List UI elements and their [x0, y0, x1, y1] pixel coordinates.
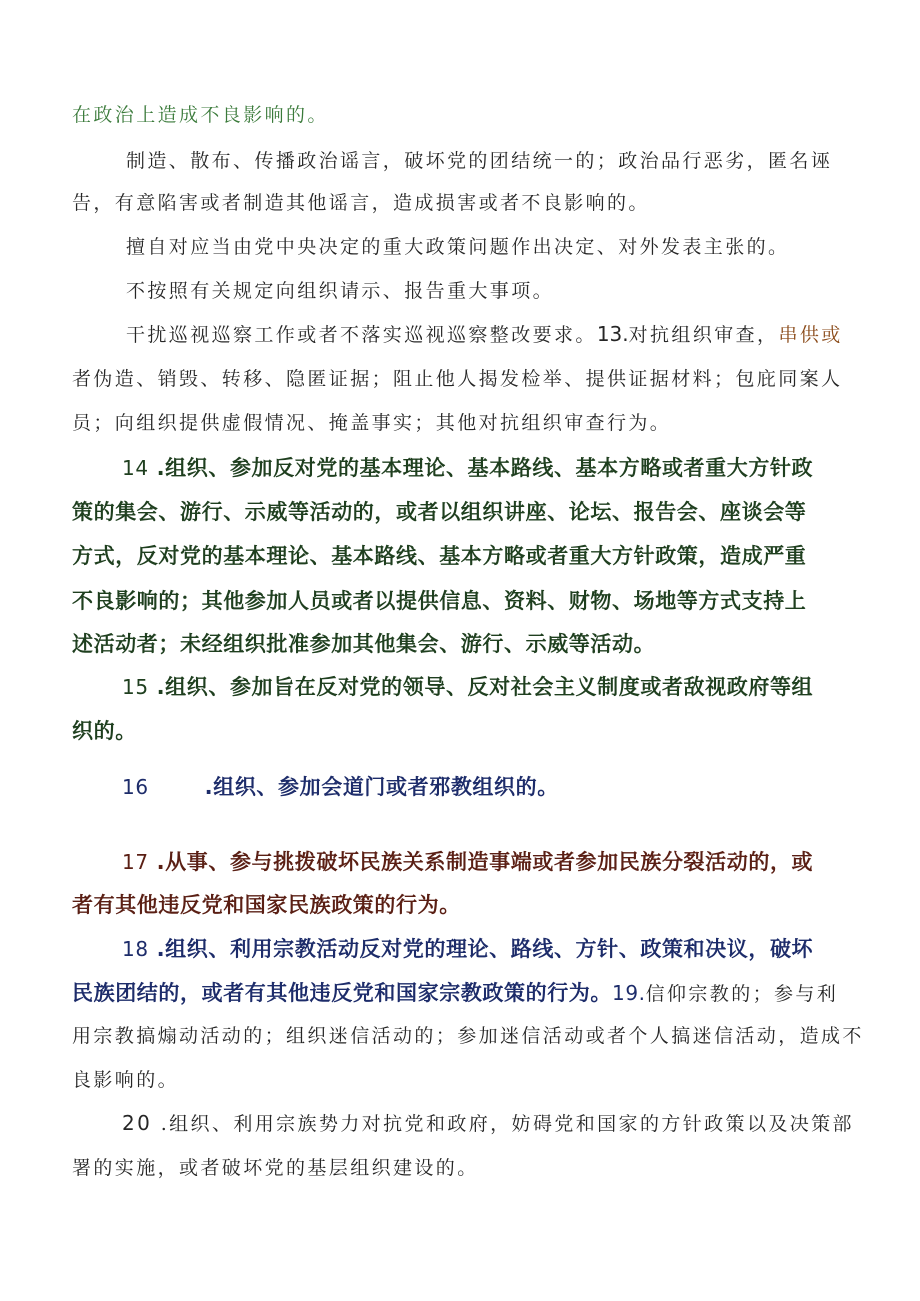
paragraph-line: 者伪造、销毁、转移、隐匿证据；阻止他人揭发检举、提供证据材料；包庇同案人	[72, 368, 843, 390]
paragraph-line	[122, 452, 813, 482]
text-run: 对抗组织审查，	[628, 324, 779, 346]
item-number: 20	[122, 1111, 153, 1135]
paragraph-line	[72, 1153, 479, 1180]
text-run: 民族团结的，或者有其他违反党和国家宗教政策的行为。	[72, 981, 612, 1005]
text-run: 署的实施，或者破坏党的基层组织建设的。	[72, 1157, 479, 1179]
item-number: 16	[122, 775, 149, 799]
text-run: .组织、利用宗族势力对抗党和政府，妨碍党和国家的方针政策以及决策部	[160, 1113, 854, 1135]
text-run: 信仰宗教的；参与利	[645, 983, 839, 1005]
item-number: 15	[122, 675, 149, 699]
paragraph-line	[122, 933, 813, 963]
paragraph-line: 告，有意陷害或者制造其他谣言，造成损害或者不良影响的。	[72, 192, 650, 214]
paragraph-line: 良影响的。	[72, 1069, 180, 1091]
paragraph-line	[122, 671, 813, 701]
paragraph-line: 擅自对应当由党中央决定的重大政策问题作出决定、对外发表主张的。	[126, 236, 790, 258]
paragraph-line: 在政治上造成不良影响的。	[72, 104, 329, 126]
paragraph-line: 不按照有关规定向组织请示、报告重大事项。	[126, 280, 555, 302]
paragraph-line: 不良影响的；其他参加人员或者以提供信息、资料、财物、场地等方式支持上	[72, 589, 807, 613]
paragraph-line	[122, 846, 813, 876]
item-number: 17	[122, 850, 149, 874]
paragraph-line: 员；向组织提供虚假情况、掩盖事实；其他对抗组织审查行为。	[72, 412, 672, 434]
paragraph-line: 制造、散布、传播政治谣言，破坏党的团结统一的；政治品行恶劣，匿名诬	[126, 150, 833, 172]
paragraph-line: 者有其他违反党和国家民族政策的行为。	[72, 893, 461, 917]
paragraph-line	[72, 977, 838, 1007]
item-number: 18	[122, 937, 149, 961]
text-run: .从事、参与挑拨破坏民族关系制造事端或者参加民族分裂活动的，或	[156, 850, 814, 874]
paragraph-line	[122, 771, 559, 801]
text-run: .组织、参加会道门或者邪教组织的。	[204, 775, 559, 799]
paragraph-line: 织的。	[72, 719, 137, 743]
paragraph-line: 述活动者；未经组织批准参加其他集会、游行、示威等活动。	[72, 632, 656, 656]
item-number: 19.	[612, 981, 646, 1005]
item-number: 13.	[596, 322, 629, 346]
text-run: 干扰巡视巡察工作或者不落实巡视巡察整改要求。	[126, 324, 597, 346]
text-run: .组织、利用宗教活动反对党的理论、路线、方针、政策和决议，破坏	[156, 937, 814, 961]
paragraph-line	[122, 1109, 854, 1136]
text-run: 串供或	[778, 324, 843, 346]
paragraph-line: 用宗教搞煽动活动的；组织迷信活动的；参加迷信活动或者个人搞迷信活动，造成不	[72, 1025, 864, 1047]
text-run: .组织、参加旨在反对党的领导、反对社会主义制度或者敌视政府等组	[156, 675, 814, 699]
paragraph-line: 方式，反对党的基本理论、基本路线、基本方略或者重大方针政策，造成严重	[72, 544, 807, 568]
text-run: .组织、参加反对党的基本理论、基本路线、基本方略或者重大方针政	[156, 456, 814, 480]
paragraph-line: 策的集会、游行、示威等活动的，或者以组织讲座、论坛、报告会、座谈会等	[72, 500, 807, 524]
item-number: 14	[122, 456, 149, 480]
paragraph-line	[126, 320, 843, 347]
